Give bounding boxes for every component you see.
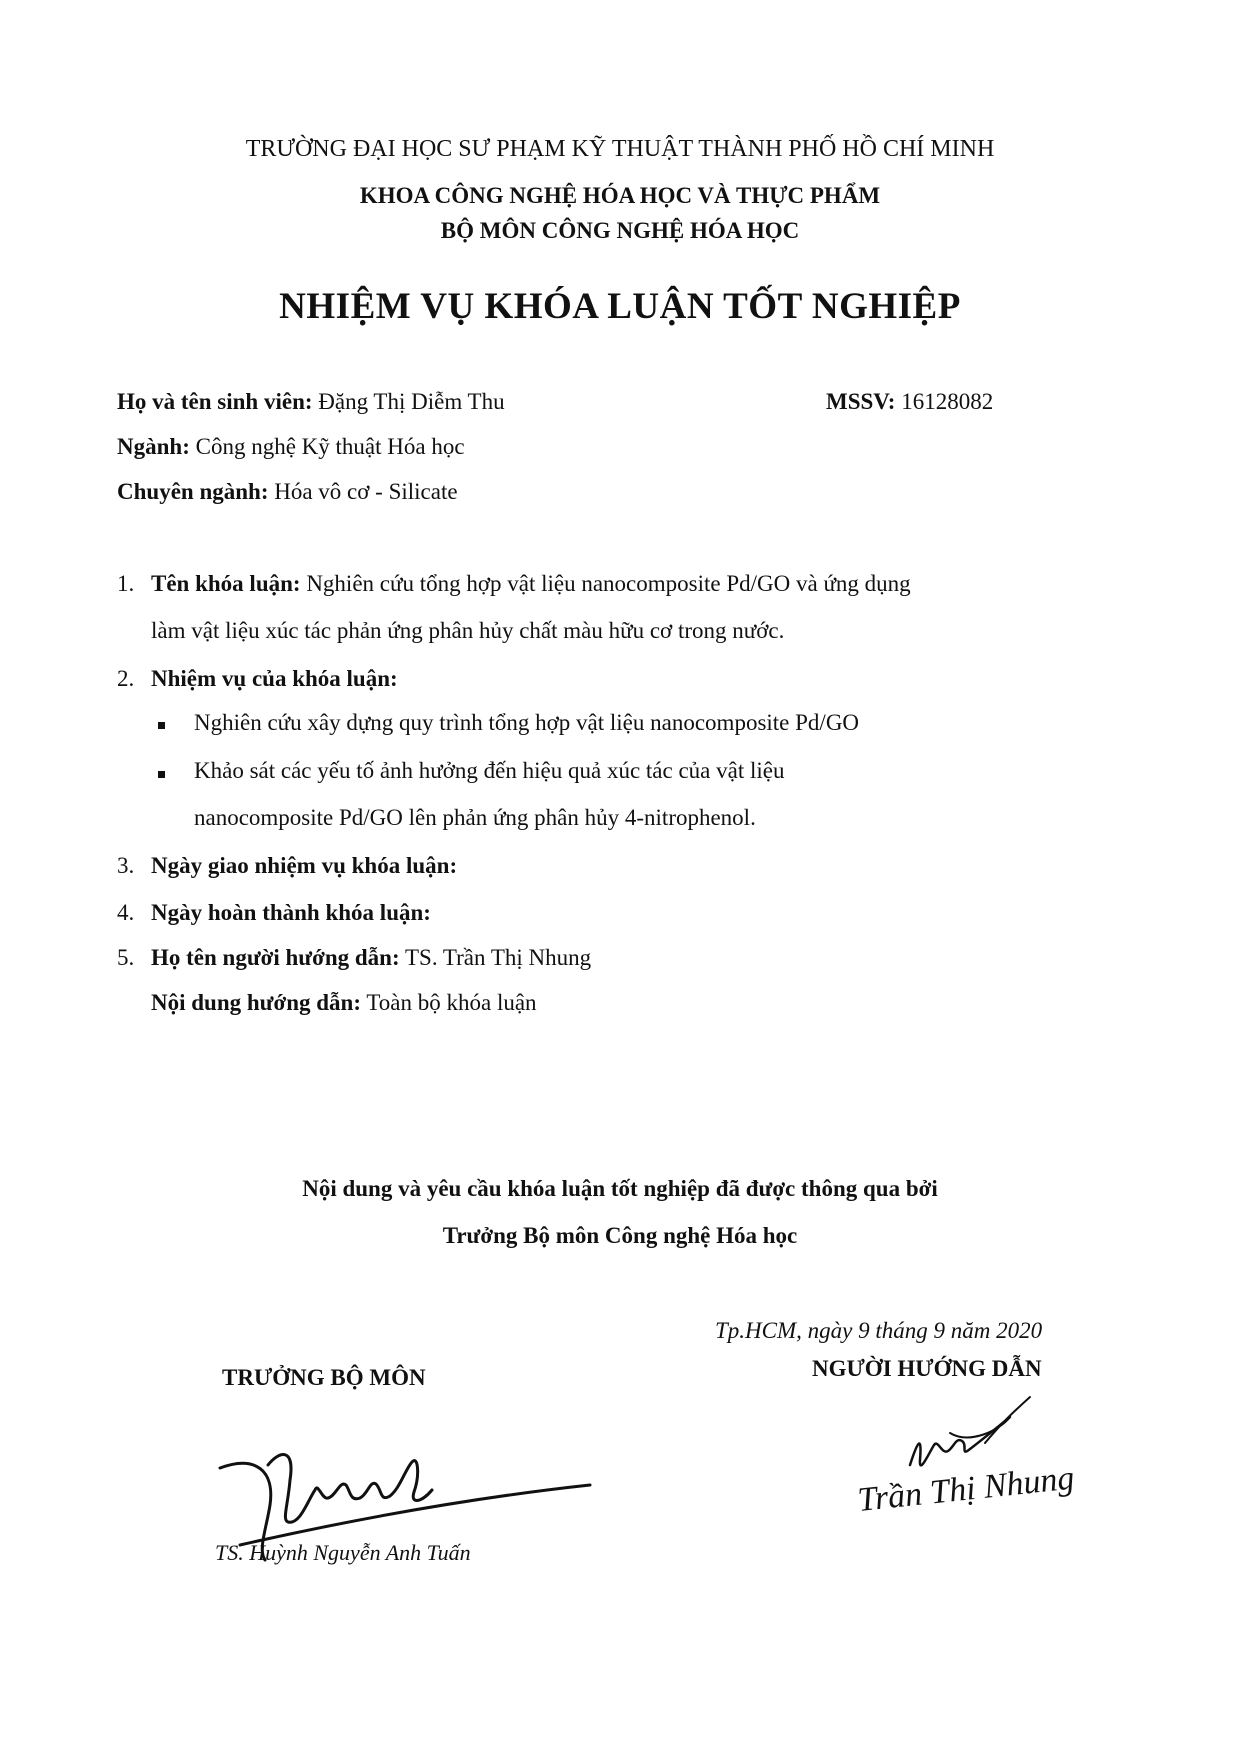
- bullet-1-marker: [158, 722, 165, 729]
- item-5-label: Họ tên người hướng dẫn:: [151, 945, 400, 970]
- faculty-name: KHOA CÔNG NGHỆ HÓA HỌC VÀ THỰC PHẨM: [359, 183, 881, 208]
- student-id-label: MSSV:: [826, 389, 896, 414]
- item-3: [117, 853, 457, 879]
- item-1: [117, 571, 911, 597]
- item-4-label: Ngày hoàn thành khóa luận:: [151, 900, 431, 925]
- student-name-label: Họ và tên sinh viên:: [117, 389, 313, 414]
- item-5-content-value: Toàn bộ khóa luận: [366, 990, 537, 1015]
- approval-line-2: Trưởng Bộ môn Công nghệ Hóa học: [442, 1223, 798, 1248]
- major-value: Công nghệ Kỹ thuật Hóa học: [195, 434, 465, 459]
- date-year: năm 2020: [950, 1318, 1043, 1343]
- item-2-bullet-1: Nghiên cứu xây dựng quy trình tổng hợp vật liệu nanocomposite Pd/GO: [194, 710, 860, 735]
- date-month: 9: [933, 1318, 946, 1343]
- approval-line-1: Nội dung và yêu cầu khóa luận tốt nghiệp đã được thông qua bởi: [302, 1176, 938, 1201]
- item-2-label: Nhiệm vụ của khóa luận:: [151, 666, 398, 691]
- item-1-continuation: làm vật liệu xúc tác phản ứng phân hủy chất màu hữu cơ trong nước.: [151, 618, 785, 643]
- bullet-2-marker: [158, 771, 165, 778]
- item-5: [117, 945, 591, 971]
- item-1-value: Nghiên cứu tổng hợp vật liệu nanocomposite Pd/GO và ứng dụng: [306, 571, 911, 596]
- date-month-label: tháng: [875, 1318, 928, 1343]
- item-4-number: 4.: [117, 900, 135, 925]
- date-line: [715, 1318, 1042, 1344]
- date-prefix: Tp.HCM, ngày: [715, 1318, 853, 1343]
- date-day: 9: [858, 1318, 870, 1343]
- specialty-row: [117, 479, 458, 505]
- student-name-row: [117, 389, 505, 415]
- document-title: NHIỆM VỤ KHÓA LUẬN TỐT NGHIỆP: [279, 286, 961, 327]
- item-1-number: 1.: [117, 571, 135, 596]
- item-5-value: TS. Trần Thị Nhung: [404, 945, 592, 970]
- item-2-bullet-2-continuation: nanocomposite Pd/GO lên phản ứng phân hủy 4-nitrophenol.: [194, 805, 756, 830]
- item-4: [117, 900, 431, 926]
- specialty-value: Hóa vô cơ - Silicate: [274, 479, 458, 504]
- university-name: TRƯỜNG ĐẠI HỌC SƯ PHẠM KỸ THUẬT THÀNH PHỐ HỒ CHÍ MINH: [245, 136, 995, 162]
- item-5-content-label: Nội dung hướng dẫn:: [151, 990, 361, 1015]
- student-name-value: Đặng Thị Diễm Thu: [318, 389, 505, 414]
- major-row: [117, 434, 465, 460]
- item-2: [117, 666, 398, 692]
- major-label: Ngành:: [117, 434, 190, 459]
- item-1-label: Tên khóa luận:: [151, 571, 301, 596]
- item-2-bullet-2: Khảo sát các yếu tố ảnh hưởng đến hiệu quả xúc tác của vật liệu: [194, 758, 785, 783]
- student-id-row: [826, 389, 993, 415]
- right-signatory-name: Trần Thị Nhung: [856, 1459, 1077, 1520]
- left-signatory-title: TRƯỞNG BỘ MÔN: [222, 1365, 426, 1390]
- item-3-label: Ngày giao nhiệm vụ khóa luận:: [151, 853, 458, 878]
- right-signatory-title: NGƯỜI HƯỚNG DẪN: [812, 1356, 1042, 1381]
- student-id-value: 16128082: [901, 389, 994, 414]
- item-3-number: 3.: [117, 853, 135, 878]
- department-name: BỘ MÔN CÔNG NGHỆ HÓA HỌC: [440, 218, 800, 243]
- item-5-content: [151, 990, 537, 1016]
- item-2-number: 2.: [117, 666, 135, 691]
- specialty-label: Chuyên ngành:: [117, 479, 269, 504]
- item-5-number: 5.: [117, 945, 135, 970]
- left-signatory-name: TS. Huỳnh Nguyễn Anh Tuấn: [215, 1540, 471, 1565]
